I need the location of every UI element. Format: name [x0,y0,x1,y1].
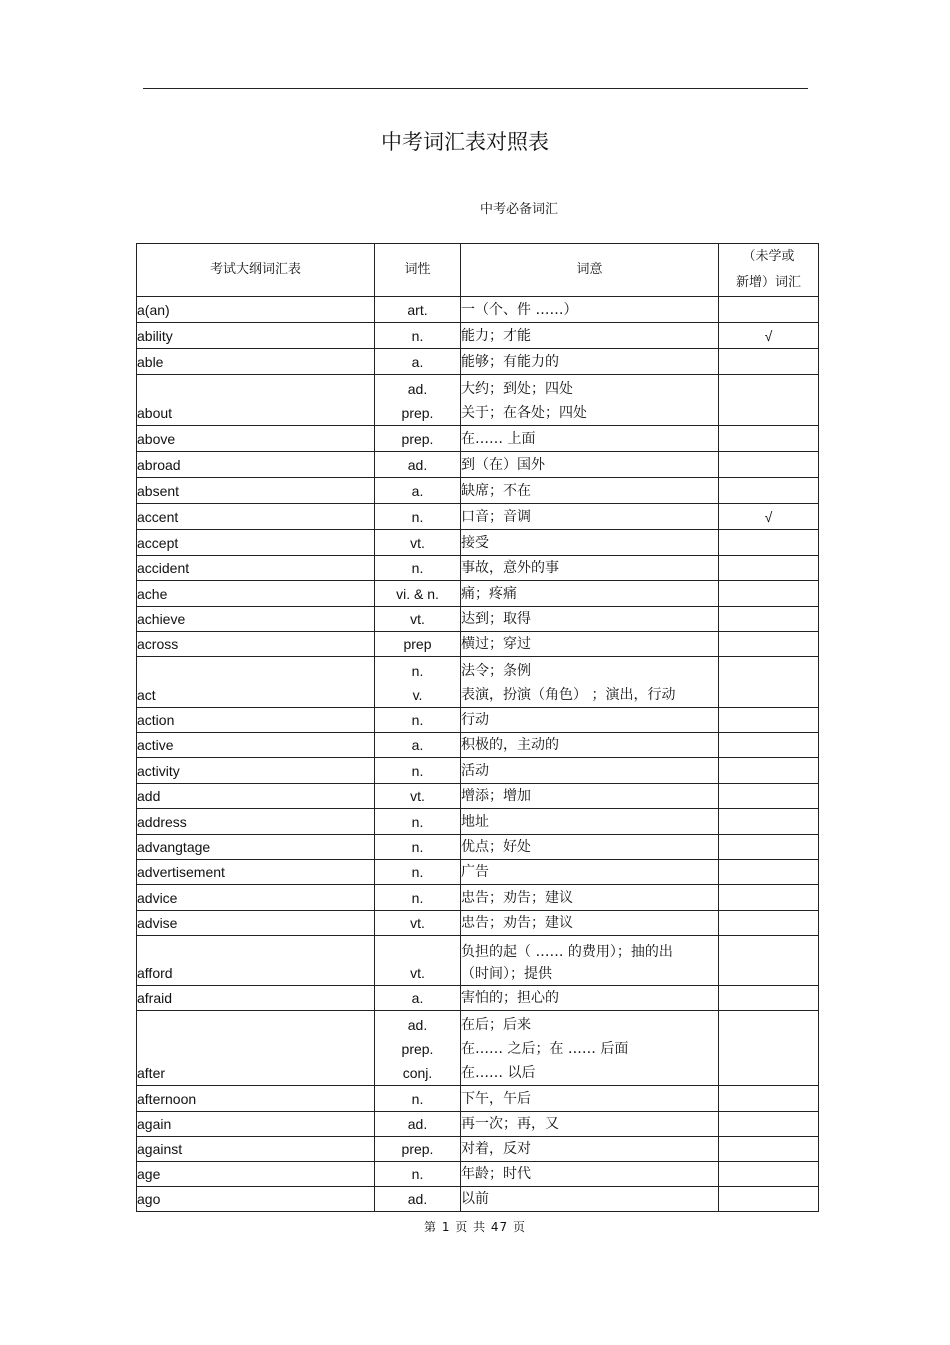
meaning-line: 关于；在各处；四处 [461,405,587,421]
pos-line: prep [403,636,432,652]
new-word-mark-cell [719,530,819,556]
new-word-mark-cell [719,784,819,809]
word-cell: absent [137,478,375,504]
meaning-cell [461,581,719,607]
meaning-cell [461,1137,719,1162]
new-word-mark-cell: √ [719,504,819,530]
word-cell: accept [137,530,375,556]
pos-line: n. [411,890,424,906]
word-cell: afford [137,936,375,986]
pos-cell [375,297,461,323]
table-row [137,733,819,758]
meaning-line: 优点；好处 [461,839,531,855]
table-row [137,323,819,349]
pos-cell [375,1187,461,1212]
page-footer: 第 1 页 共 47 页 [424,1220,526,1234]
table-row [137,504,819,530]
pos-line: vt. [410,788,425,804]
pos-line: vi. & n. [396,586,439,602]
meaning-cell [461,323,719,349]
table-row [137,835,819,860]
header-new-word-line: 新增）词汇 [735,275,801,290]
meaning-line: 事故，意外的事 [461,560,559,576]
meaning-line: 在…… 上面 [461,431,536,447]
pos-cell [375,349,461,375]
new-word-mark-cell [719,1086,819,1112]
pos-line: n. [411,328,424,344]
meaning-cell [461,452,719,478]
pos-cell [375,657,461,708]
word-cell: afternoon [137,1086,375,1112]
meaning-cell [461,297,719,323]
table-row [137,478,819,504]
meaning-line: 对着，反对 [461,1141,531,1157]
new-word-mark-cell [719,657,819,708]
pos-cell [375,860,461,885]
new-word-mark-cell [719,758,819,784]
pos-line: a. [411,354,424,370]
meaning-cell [461,556,719,581]
pos-line: vt. [410,535,425,551]
pos-line: ad. [407,1191,428,1207]
meaning-cell [461,860,719,885]
pos-line: n. [411,864,424,880]
word-cell: a(an) [137,297,375,323]
meaning-line: 活动 [461,763,489,779]
table-row [137,556,819,581]
meaning-line: 大约；到处；四处 [461,381,573,397]
meaning-line: 能够；有能力的 [461,354,559,370]
meaning-line: 缺席；不在 [461,483,531,499]
new-word-mark-cell [719,632,819,657]
pos-cell [375,1086,461,1112]
word-cell: afraid [137,986,375,1011]
meaning-cell [461,1011,719,1086]
word-cell: active [137,733,375,758]
page-title: 中考词汇表对照表 [381,130,549,154]
meaning-line: 忠告；劝告；建议 [461,915,573,931]
meaning-line: 能力；才能 [461,328,531,344]
new-word-mark-cell [719,986,819,1011]
table-row [137,885,819,911]
meaning-line: 忠告；劝告；建议 [461,890,573,906]
meaning-line: 以前 [461,1191,489,1207]
table-row [137,297,819,323]
table-row [137,426,819,452]
table-row [137,860,819,885]
new-word-mark-cell [719,1137,819,1162]
pos-line: prep. [401,405,434,421]
meaning-cell [461,885,719,911]
pos-cell [375,426,461,452]
pos-line: n. [411,763,424,779]
word-cell: age [137,1162,375,1187]
word-cell: ago [137,1187,375,1212]
pos-cell [375,708,461,733]
header-meaning: 词意 [461,244,719,297]
word-cell: ache [137,581,375,607]
new-word-mark-cell [719,581,819,607]
table-row [137,986,819,1011]
pos-cell [375,452,461,478]
word-cell: against [137,1137,375,1162]
table-row [137,657,819,708]
word-cell: abroad [137,452,375,478]
pos-line: a. [411,483,424,499]
new-word-mark-cell [719,733,819,758]
table-row [137,1011,819,1086]
table-row [137,1137,819,1162]
pos-line: a. [411,737,424,753]
pos-cell [375,911,461,936]
table-row [137,375,819,426]
new-word-mark-cell [719,297,819,323]
word-cell: advangtage [137,835,375,860]
pos-cell [375,1162,461,1187]
pos-cell [375,504,461,530]
new-word-mark-cell [719,349,819,375]
new-word-mark-cell [719,835,819,860]
meaning-line: 口音；音调 [461,509,531,525]
meaning-line: 在…… 以后 [461,1065,536,1081]
pos-cell [375,1137,461,1162]
header-word: 考试大纲词汇表 [137,244,375,297]
pos-cell [375,607,461,632]
pos-cell [375,556,461,581]
meaning-line: 一（个、件 ……） [461,302,578,318]
meaning-cell [461,986,719,1011]
table-row [137,1112,819,1137]
new-word-mark-cell [719,556,819,581]
header-rule [143,88,808,89]
pos-cell [375,733,461,758]
pos-cell [375,885,461,911]
meaning-cell [461,607,719,632]
table-row [137,809,819,835]
pos-line: prep. [401,431,434,447]
pos-cell [375,758,461,784]
meaning-cell [461,911,719,936]
meaning-cell [461,835,719,860]
table-row [137,911,819,936]
meaning-cell [461,936,719,986]
meaning-line: 再一次；再，又 [461,1116,559,1132]
word-cell: activity [137,758,375,784]
word-cell: about [137,375,375,426]
pos-cell [375,809,461,835]
pos-cell [375,1112,461,1137]
pos-line: n. [411,1091,424,1107]
meaning-line: 痛；疼痛 [461,586,517,602]
pos-line: a. [411,990,424,1006]
table-header-row [137,244,819,297]
new-word-mark-cell [719,1162,819,1187]
pos-cell [375,835,461,860]
word-cell: after [137,1011,375,1086]
meaning-line: 行动 [461,712,489,728]
new-word-mark-cell [719,809,819,835]
pos-line: prep. [401,1041,434,1057]
pos-line: n. [411,1166,424,1182]
pos-line: n. [411,663,424,679]
meaning-cell [461,632,719,657]
new-word-mark-cell [719,375,819,426]
pos-line: ad. [407,1116,428,1132]
word-cell: ability [137,323,375,349]
meaning-cell [461,733,719,758]
word-cell: address [137,809,375,835]
meaning-line: 横过；穿过 [461,636,531,652]
meaning-cell [461,784,719,809]
meaning-line: 负担的起（ …… 的费用）；抽的出 [461,944,673,960]
table-row [137,452,819,478]
pos-line: n. [411,839,424,855]
new-word-mark-cell [719,478,819,504]
meaning-cell [461,349,719,375]
meaning-cell [461,708,719,733]
meaning-cell [461,809,719,835]
section-subtitle: 中考必备词汇 [480,202,559,217]
pos-cell [375,986,461,1011]
header-pos: 词性 [375,244,461,297]
table-row [137,530,819,556]
pos-line: vt. [410,611,425,627]
meaning-cell [461,375,719,426]
new-word-mark-cell [719,1187,819,1212]
meaning-line: 增添；增加 [461,788,531,804]
meaning-line: 表演，扮演（角色） ；演出，行动 [461,687,676,703]
pos-cell [375,1011,461,1086]
table-row [137,784,819,809]
word-cell: advise [137,911,375,936]
table-row [137,708,819,733]
new-word-mark-cell [719,1011,819,1086]
meaning-cell [461,478,719,504]
header-new-word [719,244,819,297]
table-row [137,1187,819,1212]
meaning-line: 达到；取得 [461,611,531,627]
word-cell: advice [137,885,375,911]
table-row [137,581,819,607]
pos-line: vt. [410,915,425,931]
table-row [137,1162,819,1187]
word-cell: able [137,349,375,375]
meaning-cell [461,657,719,708]
pos-line: v. [412,687,423,703]
pos-cell [375,936,461,986]
new-word-mark-cell: √ [719,323,819,349]
pos-line: n. [411,814,424,830]
word-cell: action [137,708,375,733]
meaning-line: 法令；条例 [461,663,531,679]
word-cell: across [137,632,375,657]
pos-cell [375,784,461,809]
new-word-mark-cell [719,936,819,986]
pos-line: art. [407,302,428,318]
table-row [137,936,819,986]
meaning-cell [461,530,719,556]
new-word-mark-cell [719,1112,819,1137]
word-cell: accident [137,556,375,581]
pos-cell [375,632,461,657]
meaning-cell [461,426,719,452]
pos-line: prep. [401,1141,434,1157]
word-cell: accent [137,504,375,530]
vocabulary-table [136,243,819,1212]
new-word-mark-cell [719,911,819,936]
table-row [137,349,819,375]
new-word-mark-cell [719,708,819,733]
pos-cell [375,581,461,607]
meaning-cell [461,1162,719,1187]
pos-cell [375,530,461,556]
table-row [137,632,819,657]
table-row [137,758,819,784]
pos-line: n. [411,712,424,728]
meaning-line: 积极的，主动的 [461,737,559,753]
pos-line: vt. [410,965,425,981]
pos-cell [375,478,461,504]
meaning-cell [461,504,719,530]
table-row [137,1086,819,1112]
meaning-line: 年龄；时代 [461,1166,531,1182]
pos-line: ad. [407,381,428,397]
word-cell: above [137,426,375,452]
new-word-mark-cell [719,452,819,478]
pos-line: n. [411,560,424,576]
new-word-mark-cell [719,607,819,632]
word-cell: again [137,1112,375,1137]
word-cell: achieve [137,607,375,632]
meaning-line: 害怕的；担心的 [461,990,559,1006]
meaning-line: 地址 [461,814,489,830]
table-row [137,607,819,632]
header-new-word-line: （未学或 [742,249,795,264]
word-cell: act [137,657,375,708]
pos-cell [375,375,461,426]
pos-line: ad. [407,457,428,473]
meaning-cell [461,1112,719,1137]
meaning-line: 下午，午后 [461,1091,531,1107]
meaning-line: 在…… 之后；在 …… 后面 [461,1041,629,1057]
pos-cell [375,323,461,349]
new-word-mark-cell [719,426,819,452]
pos-line: conj. [402,1065,433,1081]
meaning-line: （时间）；提供 [461,966,552,982]
word-cell: add [137,784,375,809]
meaning-line: 到（在）国外 [461,457,545,473]
meaning-cell [461,1187,719,1212]
meaning-line: 广告 [461,864,489,880]
word-cell: advertisement [137,860,375,885]
meaning-line: 在后；后来 [461,1017,531,1033]
pos-line: n. [411,509,424,525]
new-word-mark-cell [719,860,819,885]
meaning-line: 接受 [461,535,489,551]
pos-line: ad. [407,1017,428,1033]
meaning-cell [461,758,719,784]
new-word-mark-cell [719,885,819,911]
meaning-cell [461,1086,719,1112]
